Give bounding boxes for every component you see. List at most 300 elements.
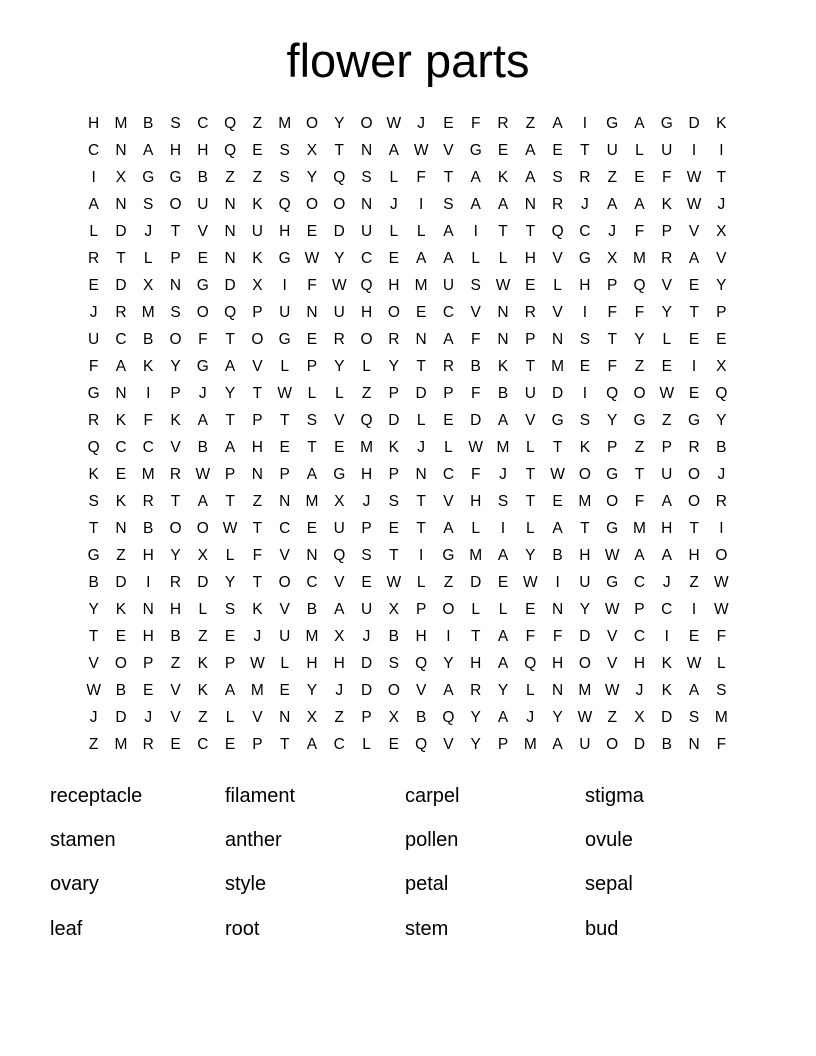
grid-letter: Q (360, 276, 373, 294)
grid-letter: O (606, 492, 619, 510)
grid-letter: O (688, 492, 701, 510)
grid-letter: S (688, 708, 700, 726)
grid-letter: B (552, 546, 563, 564)
grid-letter: P (443, 384, 454, 402)
grid-letter: L (389, 168, 399, 186)
grid-letter: J (253, 627, 262, 645)
grid-letter: O (442, 600, 455, 618)
grid-letter: G (278, 330, 291, 348)
letter-grid (80, 110, 735, 758)
grid-letter: F (662, 168, 672, 186)
grid-letter: U (579, 735, 591, 753)
word-item: receptacle (50, 784, 143, 807)
grid-letter: W (86, 681, 101, 699)
grid-letter: M (141, 303, 155, 321)
grid-letter: W (413, 141, 429, 159)
grid-letter: C (197, 114, 209, 132)
grid-letter: G (606, 114, 619, 132)
grid-letter: C (142, 438, 154, 456)
grid-letter: H (415, 627, 427, 645)
grid-letter: D (360, 654, 373, 672)
grid-letter: E (443, 114, 454, 132)
grid-letter: M (278, 114, 292, 132)
grid-letter: T (225, 492, 235, 510)
grid-letter: A (497, 627, 509, 645)
grid-letter: Z (170, 654, 181, 672)
grid-letter: Q (524, 654, 537, 672)
grid-letter: M (496, 438, 510, 456)
grid-letter: V (525, 411, 536, 429)
grid-letter: Q (633, 276, 646, 294)
grid-letter: M (114, 114, 128, 132)
word-item: bud (585, 917, 619, 940)
grid-letter: C (88, 141, 100, 159)
grid-letter: S (579, 411, 591, 429)
grid-letter: H (142, 627, 154, 645)
grid-letter: Z (607, 168, 617, 186)
grid-letter: W (331, 276, 347, 294)
grid-letter: D (115, 708, 127, 726)
grid-letter: L (362, 735, 371, 753)
grid-letter: L (334, 384, 344, 402)
grid-letter: P (252, 735, 263, 753)
grid-letter: Z (607, 708, 617, 726)
grid-letter: O (633, 384, 646, 402)
grid-letter: Y (170, 546, 181, 564)
grid-letter: H (579, 546, 591, 564)
grid-letter: L (717, 654, 726, 672)
grid-letter: Q (224, 303, 237, 321)
grid-letter: W (686, 654, 702, 672)
grid-letter: E (224, 627, 236, 645)
grid-letter: E (497, 573, 509, 591)
grid-letter: V (170, 708, 181, 726)
grid-letter: I (582, 384, 588, 402)
grid-letter: E (88, 276, 99, 294)
grid-letter: D (688, 114, 700, 132)
grid-letter: Y (443, 654, 454, 672)
grid-letter: S (88, 492, 99, 510)
grid-letter: T (552, 438, 563, 456)
grid-letter: W (714, 573, 729, 591)
grid-letter: F (416, 168, 426, 186)
grid-letter: P (361, 519, 372, 537)
grid-letter: L (389, 222, 399, 240)
grid-letter: Y (661, 303, 672, 321)
grid-letter: R (333, 330, 345, 348)
grid-letter: U (88, 330, 100, 348)
grid-letter: L (662, 330, 672, 348)
grid-letter: E (197, 249, 208, 267)
grid-letter: M (114, 735, 128, 753)
grid-letter: N (415, 465, 427, 483)
grid-letter: K (661, 195, 672, 213)
grid-letter: J (335, 681, 344, 699)
grid-letter: Y (334, 114, 345, 132)
grid-letter: K (252, 600, 263, 618)
grid-letter: A (634, 114, 645, 132)
grid-letter: W (604, 600, 620, 618)
grid-letter: L (444, 438, 453, 456)
grid-letter: T (170, 222, 181, 240)
grid-letter: H (279, 222, 291, 240)
grid-letter: Z (252, 114, 263, 132)
grid-letter: N (360, 195, 373, 213)
grid-letter: G (606, 519, 619, 537)
grid-letter: P (497, 735, 509, 753)
grid-letter: L (498, 600, 508, 618)
word-item: filament (225, 784, 296, 807)
grid-letter: T (307, 438, 317, 456)
grid-letter: X (306, 141, 318, 159)
grid-letter: G (633, 411, 646, 429)
grid-letter: U (279, 303, 291, 321)
grid-letter: F (307, 276, 317, 294)
grid-letter: M (305, 627, 319, 645)
grid-letter: Q (224, 141, 237, 159)
grid-letter: A (143, 141, 154, 159)
grid-letter: K (197, 654, 208, 672)
word-item: carpel (405, 784, 460, 807)
grid-letter: A (443, 681, 454, 699)
grid-letter: E (688, 330, 700, 348)
grid-letter: K (497, 168, 509, 186)
grid-letter: H (524, 249, 536, 267)
grid-letter: X (607, 249, 618, 267)
grid-letter: E (279, 681, 290, 699)
grid-letter: B (170, 627, 181, 645)
grid-letter: E (252, 141, 263, 159)
grid-letter: X (716, 222, 727, 240)
grid-letter: N (497, 330, 509, 348)
grid-letter: K (661, 654, 672, 672)
grid-letter: E (634, 168, 645, 186)
grid-letter: M (523, 735, 537, 753)
grid-letter: O (305, 114, 318, 132)
grid-letter: Y (607, 411, 618, 429)
grid-letter: M (414, 276, 428, 294)
grid-letter: F (634, 492, 645, 510)
grid-letter: W (495, 276, 511, 294)
grid-letter: S (224, 600, 236, 618)
grid-letter: Y (552, 708, 563, 726)
grid-letter: F (252, 546, 263, 564)
grid-letter: Q (715, 384, 728, 402)
grid-letter: Z (334, 708, 344, 726)
grid-letter: V (252, 357, 263, 375)
grid-letter: L (471, 600, 481, 618)
grid-letter: H (251, 438, 263, 456)
grid-letter: O (578, 465, 591, 483)
grid-letter: H (197, 141, 209, 159)
grid-letter: O (278, 573, 291, 591)
grid-letter: M (250, 681, 264, 699)
grid-letter: K (579, 438, 591, 456)
grid-letter: F (607, 303, 617, 321)
grid-letter: X (334, 492, 345, 510)
grid-letter: T (88, 627, 99, 645)
grid-letter: P (170, 249, 181, 267)
word-list (50, 774, 766, 952)
grid-letter: B (115, 681, 127, 699)
grid-letter: G (688, 411, 701, 429)
grid-letter: X (143, 276, 154, 294)
grid-letter: I (691, 600, 697, 618)
grid-letter: U (333, 519, 345, 537)
grid-letter: R (388, 330, 400, 348)
grid-letter: Q (333, 546, 346, 564)
grid-letter: B (497, 384, 509, 402)
grid-letter: K (115, 600, 127, 618)
grid-letter: F (634, 303, 645, 321)
grid-letter: T (416, 492, 426, 510)
grid-letter: T (416, 519, 426, 537)
grid-letter: F (88, 357, 99, 375)
grid-letter: T (279, 411, 290, 429)
grid-letter: X (306, 708, 318, 726)
grid-letter: L (89, 222, 98, 240)
grid-letter: N (415, 330, 427, 348)
grid-letter: E (497, 141, 509, 159)
grid-letter: W (686, 168, 702, 186)
grid-letter: G (169, 168, 182, 186)
grid-letter: R (470, 681, 482, 699)
grid-letter: A (497, 195, 509, 213)
grid-letter: T (170, 492, 181, 510)
grid-letter: A (497, 708, 509, 726)
grid-letter: P (607, 438, 618, 456)
grid-letter: E (388, 735, 400, 753)
grid-letter: R (115, 303, 127, 321)
grid-letter: J (89, 708, 98, 726)
grid-letter: N (360, 141, 373, 159)
grid-letter: S (552, 168, 563, 186)
grid-letter: F (143, 411, 153, 429)
grid-letter: P (224, 654, 236, 672)
grid-letter: I (446, 627, 451, 645)
grid-letter: B (197, 168, 208, 186)
grid-letter: F (470, 330, 481, 348)
grid-letter: B (143, 519, 154, 537)
grid-letter: K (497, 357, 509, 375)
grid-letter: H (306, 654, 318, 672)
grid-letter: V (552, 303, 563, 321)
grid-letter: A (197, 492, 208, 510)
grid-letter: W (277, 384, 292, 402)
grid-letter: B (415, 708, 427, 726)
grid-letter: R (88, 249, 100, 267)
grid-letter: K (115, 411, 127, 429)
grid-letter: A (334, 600, 345, 618)
grid-letter: Q (278, 195, 291, 213)
grid-letter: T (279, 735, 290, 753)
grid-letter: C (360, 249, 373, 267)
grid-letter: Q (442, 708, 455, 726)
grid-letter: Y (716, 411, 727, 429)
grid-letter: Q (415, 735, 428, 753)
grid-letter: W (577, 708, 593, 726)
grid-letter: S (443, 195, 454, 213)
grid-letter: G (142, 168, 155, 186)
grid-letter: U (360, 222, 373, 240)
grid-letter: W (550, 465, 565, 483)
grid-letter: N (279, 708, 291, 726)
grid-letter: I (582, 114, 588, 132)
grid-letter: T (580, 141, 590, 159)
grid-letter: Y (470, 708, 481, 726)
grid-letter: A (661, 492, 672, 510)
grid-letter: M (551, 357, 565, 375)
grid-letter: X (334, 627, 345, 645)
word-item: style (225, 873, 267, 896)
grid-letter: Z (443, 573, 454, 591)
grid-letter: U (606, 141, 618, 159)
grid-letter: G (196, 276, 209, 294)
grid-letter: J (362, 492, 371, 510)
grid-letter: J (526, 708, 535, 726)
grid-letter: V (415, 681, 427, 699)
grid-letter: A (688, 249, 700, 267)
grid-letter: T (225, 411, 235, 429)
grid-letter: E (388, 249, 400, 267)
grid-letter: M (305, 492, 319, 510)
grid-letter: C (633, 573, 646, 591)
grid-letter: B (143, 330, 154, 348)
grid-letter: K (716, 114, 727, 132)
grid-letter: W (250, 654, 265, 672)
grid-letter: S (497, 492, 509, 510)
grid-letter: Y (224, 384, 236, 402)
grid-letter: Y (306, 168, 318, 186)
grid-letter: C (197, 735, 209, 753)
grid-letter: M (633, 519, 646, 537)
grid-letter: I (418, 195, 424, 213)
grid-letter: A (497, 654, 509, 672)
grid-letter: N (169, 276, 182, 294)
grid-letter: P (388, 384, 400, 402)
grid-letter: T (252, 519, 263, 537)
grid-letter: H (169, 600, 182, 618)
grid-letter: A (443, 519, 454, 537)
grid-letter: W (522, 573, 538, 591)
grid-letter: E (552, 141, 563, 159)
grid-letter: E (443, 411, 454, 429)
grid-letter: A (688, 681, 700, 699)
grid-letter: L (635, 141, 644, 159)
grid-letter: T (416, 357, 426, 375)
word-item: petal (405, 873, 449, 896)
grid-letter: V (443, 735, 454, 753)
grid-letter: H (633, 654, 646, 672)
grid-letter: C (579, 222, 591, 240)
grid-letter: D (470, 411, 482, 429)
grid-letter: Z (689, 573, 699, 591)
grid-letter: E (361, 573, 372, 591)
grid-letter: J (362, 627, 371, 645)
grid-letter: I (418, 546, 424, 564)
grid-letter: V (170, 681, 181, 699)
grid-letter: L (307, 384, 317, 402)
grid-letter: K (170, 411, 181, 429)
grid-letter: G (87, 546, 100, 564)
grid-letter: D (388, 411, 400, 429)
grid-letter: B (388, 627, 400, 645)
grid-letter: K (252, 195, 263, 213)
grid-letter: D (415, 384, 427, 402)
grid-letter: D (197, 573, 209, 591)
grid-letter: C (661, 600, 673, 618)
grid-letter: F (470, 384, 481, 402)
grid-letter: F (198, 330, 208, 348)
grid-letter: T (689, 519, 699, 537)
grid-letter: V (279, 600, 290, 618)
grid-letter: R (551, 195, 564, 213)
grid-letter: T (252, 384, 263, 402)
grid-letter: A (525, 168, 536, 186)
grid-letter: V (88, 654, 99, 672)
grid-letter: D (661, 708, 673, 726)
grid-letter: V (443, 141, 454, 159)
grid-letter: P (252, 411, 263, 429)
grid-letter: P (252, 303, 263, 321)
grid-letter: J (717, 465, 726, 483)
grid-letter: N (115, 384, 127, 402)
grid-letter: D (579, 627, 591, 645)
grid-letter: I (91, 168, 96, 186)
grid-letter: V (661, 276, 672, 294)
grid-letter: E (306, 222, 318, 240)
grid-letter: J (662, 573, 671, 591)
grid-letter: T (525, 222, 536, 240)
grid-letter: Y (634, 330, 645, 348)
grid-letter: I (555, 573, 560, 591)
word-item: root (225, 917, 260, 940)
grid-letter: W (604, 546, 620, 564)
grid-letter: O (360, 114, 373, 132)
grid-letter: B (716, 438, 727, 456)
grid-letter: Z (198, 708, 208, 726)
grid-letter: C (115, 330, 127, 348)
grid-letter: Q (415, 654, 428, 672)
grid-letter: K (88, 465, 99, 483)
grid-letter: E (688, 276, 700, 294)
grid-letter: J (635, 681, 644, 699)
grid-letter: N (306, 303, 318, 321)
grid-letter: W (195, 465, 211, 483)
grid-letter: V (252, 708, 263, 726)
grid-letter: A (224, 357, 236, 375)
grid-letter: H (169, 141, 182, 159)
grid-letter: T (716, 168, 727, 186)
grid-letter: E (525, 276, 536, 294)
grid-letter: A (388, 141, 400, 159)
grid-letter: P (361, 708, 372, 726)
grid-letter: L (198, 600, 208, 618)
grid-letter: H (470, 492, 482, 510)
grid-letter: N (497, 303, 509, 321)
grid-letter: N (551, 600, 564, 618)
grid-letter: J (417, 438, 425, 456)
grid-letter: Y (306, 681, 318, 699)
grid-letter: A (607, 195, 618, 213)
grid-letter: Q (360, 411, 373, 429)
grid-letter: G (469, 141, 482, 159)
grid-letter: V (552, 249, 563, 267)
grid-letter: A (552, 735, 563, 753)
grid-letter: H (470, 654, 482, 672)
grid-letter: V (334, 411, 345, 429)
word-item: stigma (585, 784, 644, 807)
